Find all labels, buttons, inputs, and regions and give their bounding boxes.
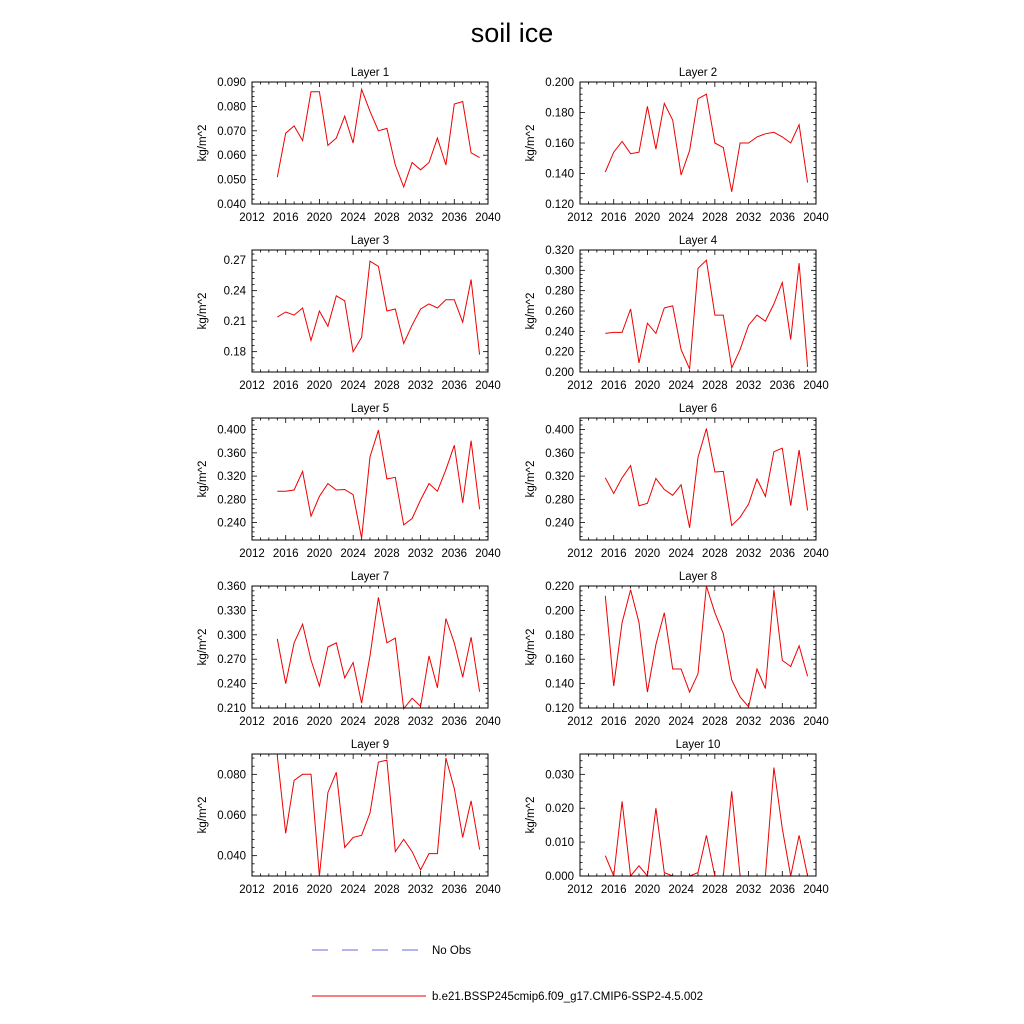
y-axis-label: kg/m^2 (525, 628, 537, 666)
y-tick-label: 0.240 (217, 517, 246, 530)
x-tick-label: 2028 (374, 548, 400, 560)
panel-title: Layer 4 (678, 235, 718, 247)
series-line (605, 586, 807, 707)
x-tick-label: 2016 (272, 884, 299, 896)
x-tick-label: 2012 (239, 212, 265, 224)
figure-title: soil ice (470, 18, 554, 48)
x-tick-label: 2040 (475, 212, 501, 224)
y-tick-label: 0.010 (545, 837, 574, 850)
x-tick-label: 2024 (340, 884, 366, 896)
x-tick-label: 2024 (668, 716, 694, 728)
panel-title: Layer 8 (678, 571, 718, 583)
y-tick-label: 0.200 (545, 367, 574, 379)
x-tick-label: 2036 (441, 884, 468, 896)
x-tick-label: 2040 (475, 716, 501, 728)
x-tick-label: 2016 (272, 212, 299, 224)
x-tick-label: 2024 (668, 380, 694, 392)
plot-frame (252, 418, 488, 540)
x-tick-label: 2040 (803, 212, 829, 224)
y-tick-label: 0.27 (223, 255, 246, 268)
x-tick-label: 2024 (668, 212, 694, 224)
x-tick-label: 2024 (340, 212, 366, 224)
x-tick-label: 2012 (567, 548, 593, 560)
y-axis-label: kg/m^2 (197, 628, 209, 666)
panel-title: Layer 9 (350, 739, 390, 751)
series-line (277, 597, 479, 708)
y-tick-label: 0.050 (217, 174, 246, 187)
plot-frame (252, 250, 488, 372)
x-tick-label: 2032 (407, 380, 434, 392)
y-tick-label: 0.300 (217, 629, 246, 642)
series-line (277, 756, 479, 876)
plot-frame (252, 82, 488, 204)
y-tick-label: 0.300 (545, 265, 574, 278)
y-tick-label: 0.280 (217, 494, 246, 507)
x-tick-label: 2028 (374, 212, 400, 224)
x-tick-label: 2020 (634, 380, 661, 392)
x-tick-label: 2024 (340, 380, 366, 392)
y-tick-label: 0.140 (545, 678, 574, 691)
series-line (605, 260, 807, 369)
y-tick-label: 0.360 (545, 447, 574, 460)
y-axis-label: kg/m^2 (197, 124, 209, 162)
x-tick-label: 2032 (407, 884, 434, 896)
chart-panel-8 (525, 571, 829, 728)
y-tick-label: 0.240 (545, 517, 574, 530)
y-tick-label: 0.260 (545, 306, 574, 318)
x-tick-label: 2032 (735, 548, 762, 560)
y-tick-label: 0.090 (217, 77, 246, 89)
panel-title: Layer 1 (350, 67, 390, 79)
x-tick-label: 2032 (735, 380, 762, 392)
x-tick-label: 2024 (340, 548, 366, 560)
series-line (605, 768, 807, 876)
chart-panel-5 (197, 403, 501, 560)
x-tick-label: 2016 (600, 380, 627, 392)
x-tick-label: 2016 (600, 716, 627, 728)
y-tick-label: 0.030 (545, 769, 574, 782)
plot-frame (252, 754, 488, 876)
x-tick-label: 2024 (668, 884, 694, 896)
y-tick-label: 0.220 (545, 581, 574, 593)
x-tick-label: 2016 (272, 548, 299, 560)
y-tick-label: 0.400 (545, 424, 574, 437)
y-tick-label: 0.280 (545, 494, 574, 507)
y-axis-label: kg/m^2 (197, 460, 209, 498)
x-tick-label: 2020 (306, 884, 333, 896)
y-axis-label: kg/m^2 (525, 460, 537, 498)
x-tick-label: 2028 (374, 380, 400, 392)
x-tick-label: 2028 (702, 380, 728, 392)
x-tick-label: 2032 (407, 212, 434, 224)
x-tick-label: 2020 (306, 380, 333, 392)
x-tick-label: 2040 (475, 548, 501, 560)
legend (312, 945, 703, 1003)
y-tick-label: 0.330 (217, 605, 246, 618)
y-tick-label: 0.200 (545, 605, 574, 618)
x-tick-label: 2028 (374, 884, 400, 896)
x-tick-label: 2040 (475, 884, 501, 896)
y-tick-label: 0.040 (217, 199, 246, 211)
y-axis-label: kg/m^2 (525, 124, 537, 162)
x-tick-label: 2032 (407, 716, 434, 728)
y-tick-label: 0.120 (545, 703, 574, 715)
chart-panel-4 (525, 235, 829, 392)
x-tick-label: 2032 (735, 884, 762, 896)
y-tick-label: 0.240 (545, 326, 574, 339)
x-tick-label: 2040 (803, 548, 829, 560)
y-axis-label: kg/m^2 (197, 796, 209, 834)
series-line (277, 430, 479, 538)
panel-title: Layer 10 (675, 739, 721, 751)
x-tick-label: 2016 (600, 884, 627, 896)
y-axis-label: kg/m^2 (197, 292, 209, 330)
y-tick-label: 0.21 (223, 316, 246, 329)
x-tick-label: 2016 (272, 380, 299, 392)
x-tick-label: 2012 (239, 548, 265, 560)
x-tick-label: 2036 (441, 212, 468, 224)
y-axis-label: kg/m^2 (525, 796, 537, 834)
x-tick-label: 2040 (803, 884, 829, 896)
y-tick-label: 0.24 (223, 285, 246, 298)
chart-panel-9 (197, 739, 501, 896)
y-tick-label: 0.120 (545, 199, 574, 211)
x-tick-label: 2020 (634, 212, 661, 224)
y-tick-label: 0.140 (545, 168, 574, 181)
y-tick-label: 0.18 (223, 346, 246, 359)
x-tick-label: 2020 (634, 548, 661, 560)
x-tick-label: 2012 (239, 716, 265, 728)
x-tick-label: 2040 (475, 380, 501, 392)
series-line (605, 94, 807, 192)
y-tick-label: 0.400 (217, 424, 246, 437)
x-tick-label: 2016 (272, 716, 299, 728)
x-tick-label: 2040 (803, 380, 829, 392)
y-tick-label: 0.040 (217, 850, 246, 863)
x-tick-label: 2036 (769, 716, 796, 728)
legend-label: No Obs (432, 945, 471, 957)
x-tick-label: 2028 (374, 716, 400, 728)
x-tick-label: 2012 (239, 380, 265, 392)
x-tick-label: 2036 (441, 380, 468, 392)
panels (197, 67, 829, 896)
y-tick-label: 0.210 (217, 703, 246, 715)
y-tick-label: 0.180 (545, 107, 574, 120)
y-tick-label: 0.270 (217, 654, 246, 667)
y-tick-label: 0.060 (217, 150, 246, 163)
y-tick-label: 0.180 (545, 629, 574, 642)
x-tick-label: 2024 (668, 548, 694, 560)
y-tick-label: 0.080 (217, 769, 246, 782)
x-tick-label: 2028 (702, 212, 728, 224)
x-tick-label: 2020 (306, 548, 333, 560)
y-tick-label: 0.160 (545, 138, 574, 150)
x-tick-label: 2016 (600, 548, 627, 560)
x-tick-label: 2028 (702, 884, 728, 896)
y-tick-label: 0.320 (545, 471, 574, 484)
x-tick-label: 2012 (567, 884, 593, 896)
y-tick-label: 0.320 (545, 245, 574, 257)
plot-frame (580, 418, 816, 540)
x-tick-label: 2036 (769, 212, 796, 224)
x-tick-label: 2012 (567, 212, 593, 224)
x-tick-label: 2012 (567, 380, 593, 392)
y-tick-label: 0.020 (545, 803, 574, 816)
x-tick-label: 2032 (735, 716, 762, 728)
y-tick-label: 0.220 (545, 346, 574, 359)
panel-title: Layer 7 (350, 571, 390, 583)
x-tick-label: 2036 (769, 380, 796, 392)
x-tick-label: 2036 (769, 884, 796, 896)
y-axis-label: kg/m^2 (525, 292, 537, 330)
y-tick-label: 0.160 (545, 654, 574, 667)
x-tick-label: 2020 (306, 716, 333, 728)
x-tick-label: 2028 (702, 548, 728, 560)
y-tick-label: 0.070 (217, 125, 246, 138)
x-tick-label: 2020 (306, 212, 333, 224)
series-line (605, 429, 807, 528)
panel-title: Layer 3 (350, 235, 390, 247)
chart-panel-10 (525, 739, 829, 896)
x-tick-label: 2020 (634, 884, 661, 896)
chart-panel-7 (197, 571, 501, 728)
series-line (277, 89, 479, 187)
x-tick-label: 2012 (567, 716, 593, 728)
x-tick-label: 2032 (407, 548, 434, 560)
y-tick-label: 0.320 (217, 471, 246, 484)
x-tick-label: 2028 (702, 716, 728, 728)
x-tick-label: 2020 (634, 716, 661, 728)
y-tick-label: 0.360 (217, 581, 246, 593)
y-tick-label: 0.240 (217, 678, 246, 691)
x-tick-label: 2024 (340, 716, 366, 728)
series-line (277, 261, 479, 355)
chart-panel-1 (197, 67, 501, 224)
x-tick-label: 2036 (441, 716, 468, 728)
y-tick-label: 0.060 (217, 810, 246, 822)
y-tick-label: 0.080 (217, 101, 246, 114)
y-tick-label: 0.000 (545, 871, 574, 883)
chart-panel-6 (525, 403, 829, 560)
panel-title: Layer 5 (350, 403, 390, 415)
x-tick-label: 2016 (600, 212, 627, 224)
chart-panel-2 (525, 67, 829, 224)
panel-title: Layer 6 (678, 403, 718, 415)
y-tick-label: 0.360 (217, 447, 246, 460)
panel-title: Layer 2 (678, 67, 718, 79)
y-tick-label: 0.280 (545, 285, 574, 298)
legend-label: b.e21.BSSP245cmip6.f09_g17.CMIP6-SSP2-4.5.002 (432, 991, 704, 1003)
plot-frame (252, 586, 488, 708)
x-tick-label: 2032 (735, 212, 762, 224)
x-tick-label: 2040 (803, 716, 829, 728)
chart-panel-3 (197, 235, 501, 392)
x-tick-label: 2012 (239, 884, 265, 896)
y-tick-label: 0.200 (545, 77, 574, 89)
x-tick-label: 2036 (769, 548, 796, 560)
x-tick-label: 2036 (441, 548, 468, 560)
